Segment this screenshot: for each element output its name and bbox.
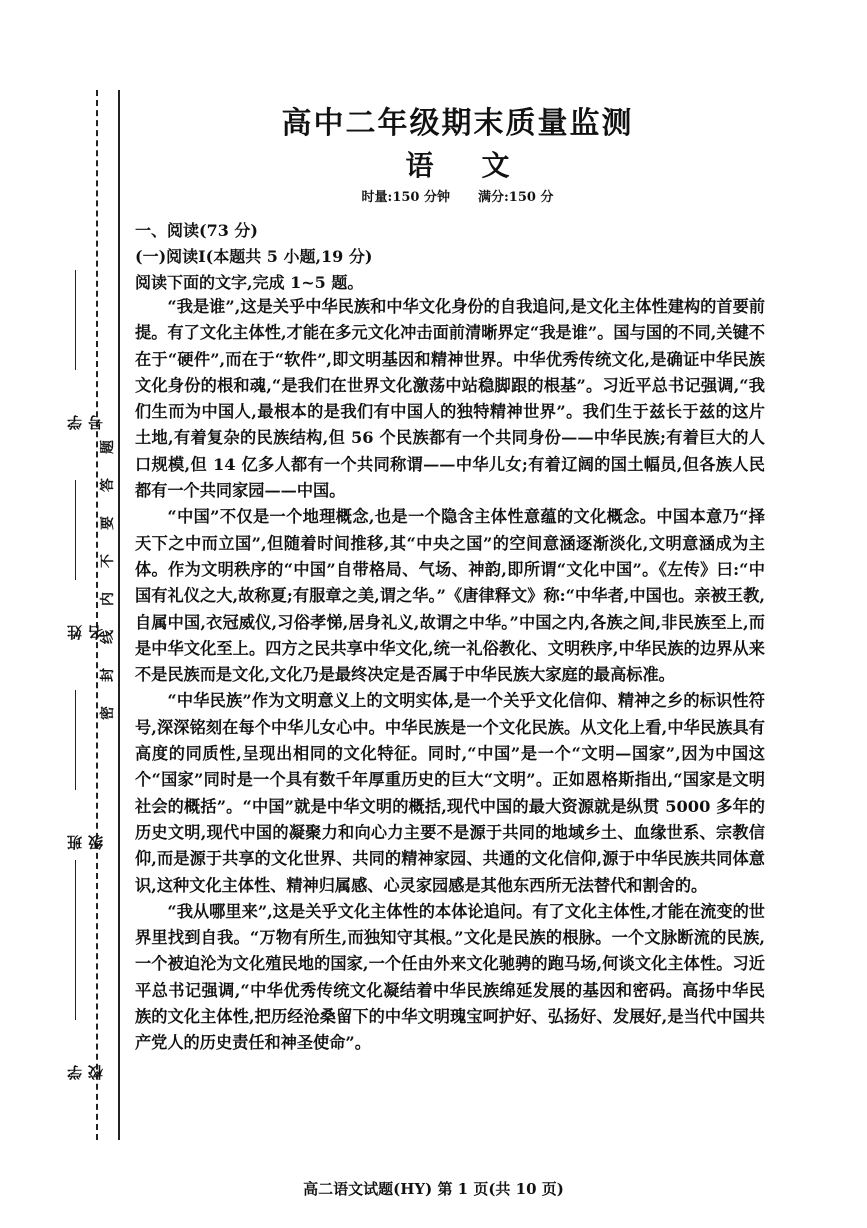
student-id-label: 学号 [66,397,105,430]
seal-warning-char: 要 [100,516,116,530]
passage-paragraph: “中华民族”作为文明意义上的文明实体,是一个关乎文化信仰、精神之乡的标识性符号,深深铭刻在每个中华儿女心中。中华民族是一个文化民族。从文化上看,中华民族具有高度的同质性,呈现出相同的文化特征。同时,“中国”是一个“文明—国家”,因为中国这个“国家”同时是一个具有数千年厚重历史的巨大“文明”。正如恩格斯指出,“国家是文明社会的概括”。“中国”就是中华文明的概括,现代中国的最大资源就是纵贯 5000 多年的历史文明,现代中国的凝聚力和向心力主要不是源于共同的地域乡土、血缘世系、宗教信仰,而是源于共享的文化世界、共同的精神家园、共通的文化信仰,源于中华民族共同体意识,这种文化主体性、精神归属感、心灵家园感是其他东西所无法替代和割舍的。 [135,691,765,895]
school-blank[interactable] [75,860,76,1020]
class-field[interactable] [58,690,105,850]
student-id-blank[interactable] [75,270,76,370]
exam-total-score: 满分:150 分 [478,190,554,205]
instruction: 阅读下面的文字,完成 1~5 题。 [135,273,364,292]
student-id-field[interactable] [58,270,105,430]
page-footer: 高二语文试题(HY) 第 1 页(共 10 页) [303,1180,564,1198]
exam-duration: 时量:150 分钟 [361,190,450,205]
subject-char: 语 [405,149,434,182]
passage-paragraph: “我从哪里来”,这是关乎文化主体性的本体论追问。有了文化主体性,才能在流变的世界里找到自我。“万物有所生,而独知守其根。”文化是民族的根脉。一个文脉断流的民族,一个被迫沦为文化殖民地的国家,一个任由外来文化驰骋的跑马场,何谈文化主体性。习近平总书记强调,“中华优秀传统文化凝结着中华民族绵延发展的基因和密码。高扬中华民族的文化主体性,把历经沧桑留下的中华文明瑰宝呵护好、弘扬好、发展好,是当代中国共产党人的历史责任和神圣使命”。 [135,901,765,1053]
subsection-heading: (一)阅读Ⅰ(本题共 5 小题,19 分) [135,247,373,266]
school-field[interactable] [58,860,105,1080]
name-blank[interactable] [75,480,76,580]
seal-warning-char: 密 [100,706,116,720]
seal-warning-char: 封 [100,668,116,682]
seal-warning-char: 答 [100,478,116,492]
binding-margin [0,0,125,1228]
reading-passage [135,294,765,1057]
exam-meta [135,186,780,205]
subject-char: 文 [481,149,510,182]
seal-solid-line [118,90,120,1140]
exam-title: 高中二年级期末质量监测 [281,106,634,141]
school-label: 学校 [66,1047,105,1080]
name-label: 姓名 [66,607,105,640]
seal-warning-char: 题 [100,440,116,454]
section-heading: 一、阅读(73 分) [135,221,258,240]
seal-warning-char: 线 [100,630,116,644]
seal-warning [99,438,117,722]
seal-warning-char: 内 [100,592,116,606]
class-label: 班级 [66,817,105,850]
passage-paragraph: “我是谁”,这是关乎中华民族和中华文化身份的自我追问,是文化主体性建构的首要前提。有了文化主体性,才能在多元文化冲击面前清晰界定“我是谁”。国与国的不同,关键不在于“硬件”,而在于“软件”,即文明基因和精神世界。中华优秀传统文化,是确证中华民族文化身份的根和魂,“是我们在世界文化激荡中站稳脚跟的根基”。习近平总书记强调,“我们生而为中国人,最根本的是我们有中国人的独特精神世界”。我们生于兹长于兹的这片土地,有着复杂的民族结构,但 56 个民族都有一个共同身份——中华民族;有着巨大的人口规模,但 14 亿多人都有一个共同称谓——中华儿女;有着辽阔的国土幅员,但各族人民都有一个共同家园——中国。 [135,297,765,501]
class-blank[interactable] [75,690,76,790]
subject-title [135,144,780,184]
name-field[interactable] [58,480,105,640]
seal-warning-char: 不 [100,554,116,568]
passage-paragraph: “中国”不仅是一个地理概念,也是一个隐含主体性意蕴的文化概念。中国本意乃“择天下之中而立国”,但随着时间推移,其“中央之国”的空间意涵逐渐淡化,文明意涵成为主体。作为文明秩序的“中国”自带格局、气场、神韵,即所谓“文化中国”。《左传》曰:“中国有礼仪之大,故称夏;有服章之美,谓之华。”《唐律释文》称:“中华者,中国也。亲被王教,自属中国,衣冠威仪,习俗孝悌,居身礼义,故谓之中华。”中国之内,各族之间,非民族至上,而是中华文化至上。四方之民共享中华文化,统一礼俗教化、文明秩序,中华民族的边界从来不是民族而是文化,文化乃是最终决定是否属于中华民族大家庭的最高标准。 [135,507,765,685]
